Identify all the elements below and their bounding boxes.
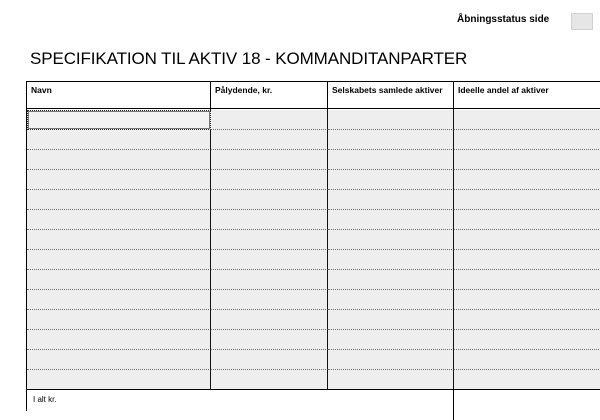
table-row [27, 310, 600, 330]
paalydende-field[interactable] [211, 330, 328, 350]
status-checkbox[interactable] [571, 13, 593, 30]
navn-field[interactable] [27, 210, 211, 230]
navn-field[interactable] [27, 150, 211, 170]
ideelle-andel-field[interactable] [454, 190, 600, 210]
table-row [27, 130, 600, 150]
samlede-aktiver-field[interactable] [328, 190, 454, 210]
ideelle-andel-field[interactable] [454, 290, 600, 310]
ideelle-andel-field[interactable] [454, 330, 600, 350]
col-header-samlede-aktiver: Selskabets samlede aktiver [328, 82, 454, 110]
ideelle-andel-field[interactable] [454, 370, 600, 390]
table-header [27, 81, 600, 109]
ideelle-andel-field[interactable] [454, 270, 600, 290]
table-row [27, 190, 600, 210]
samlede-aktiver-field[interactable] [328, 370, 454, 390]
status-label: Åbningsstatus side [457, 14, 550, 25]
total-divider [453, 390, 454, 420]
table-row [27, 210, 600, 230]
table-row [27, 370, 600, 390]
paalydende-field[interactable] [211, 190, 328, 210]
navn-field[interactable] [27, 230, 211, 250]
paalydende-field[interactable] [211, 350, 328, 370]
ideelle-andel-field[interactable] [454, 350, 600, 370]
total-label: I alt kr. [33, 395, 57, 404]
paalydende-field[interactable] [211, 210, 328, 230]
navn-field[interactable] [27, 290, 211, 310]
navn-field[interactable] [27, 310, 211, 330]
paalydende-field[interactable] [211, 110, 328, 130]
table-row [27, 250, 600, 270]
col-header-navn: Navn [27, 82, 211, 110]
table-row [27, 230, 600, 250]
paalydende-field[interactable] [211, 370, 328, 390]
col-header-ideelle-andel: Ideelle andel af aktiver [458, 85, 549, 95]
paalydende-field[interactable] [211, 310, 328, 330]
table-row [27, 150, 600, 170]
samlede-aktiver-field[interactable] [328, 350, 454, 370]
samlede-aktiver-field[interactable] [328, 150, 454, 170]
navn-field[interactable] [27, 350, 211, 370]
table-row [27, 170, 600, 190]
navn-field[interactable] [27, 330, 211, 350]
ideelle-andel-field[interactable] [454, 170, 600, 190]
page-title: SPECIFIKATION TIL AKTIV 18 - KOMMANDITANPARTER [30, 49, 468, 68]
paalydende-field[interactable] [211, 170, 328, 190]
samlede-aktiver-field[interactable] [328, 270, 454, 290]
samlede-aktiver-field[interactable] [328, 110, 454, 130]
table-row [27, 290, 600, 310]
paalydende-field[interactable] [211, 270, 328, 290]
col-header-paalydende: Pålydende, kr. [211, 82, 328, 110]
samlede-aktiver-field[interactable] [328, 330, 454, 350]
table-row [27, 330, 600, 350]
paalydende-field[interactable] [211, 230, 328, 250]
ideelle-andel-field[interactable] [454, 310, 600, 330]
samlede-aktiver-field[interactable] [328, 170, 454, 190]
ideelle-andel-field[interactable] [454, 250, 600, 270]
samlede-aktiver-field[interactable] [328, 230, 454, 250]
specification-table [26, 81, 600, 411]
total-row [27, 389, 600, 420]
navn-field[interactable] [27, 170, 211, 190]
navn-field[interactable] [27, 130, 211, 150]
samlede-aktiver-field[interactable] [328, 290, 454, 310]
samlede-aktiver-field[interactable] [328, 210, 454, 230]
table-row [27, 350, 600, 370]
samlede-aktiver-field[interactable] [328, 250, 454, 270]
paalydende-field[interactable] [211, 250, 328, 270]
paalydende-field[interactable] [211, 130, 328, 150]
ideelle-andel-field[interactable] [454, 230, 600, 250]
ideelle-andel-field[interactable] [454, 210, 600, 230]
navn-field[interactable] [27, 190, 211, 210]
table-row [27, 270, 600, 290]
ideelle-andel-field[interactable] [454, 150, 600, 170]
samlede-aktiver-field[interactable] [328, 130, 454, 150]
table-row [27, 110, 600, 130]
paalydende-field[interactable] [211, 150, 328, 170]
ideelle-andel-field[interactable] [454, 130, 600, 150]
navn-field[interactable] [27, 270, 211, 290]
ideelle-andel-field[interactable] [454, 110, 600, 130]
navn-field[interactable] [27, 110, 211, 130]
samlede-aktiver-field[interactable] [328, 310, 454, 330]
navn-field[interactable] [27, 370, 211, 390]
navn-field[interactable] [27, 250, 211, 270]
paalydende-field[interactable] [211, 290, 328, 310]
